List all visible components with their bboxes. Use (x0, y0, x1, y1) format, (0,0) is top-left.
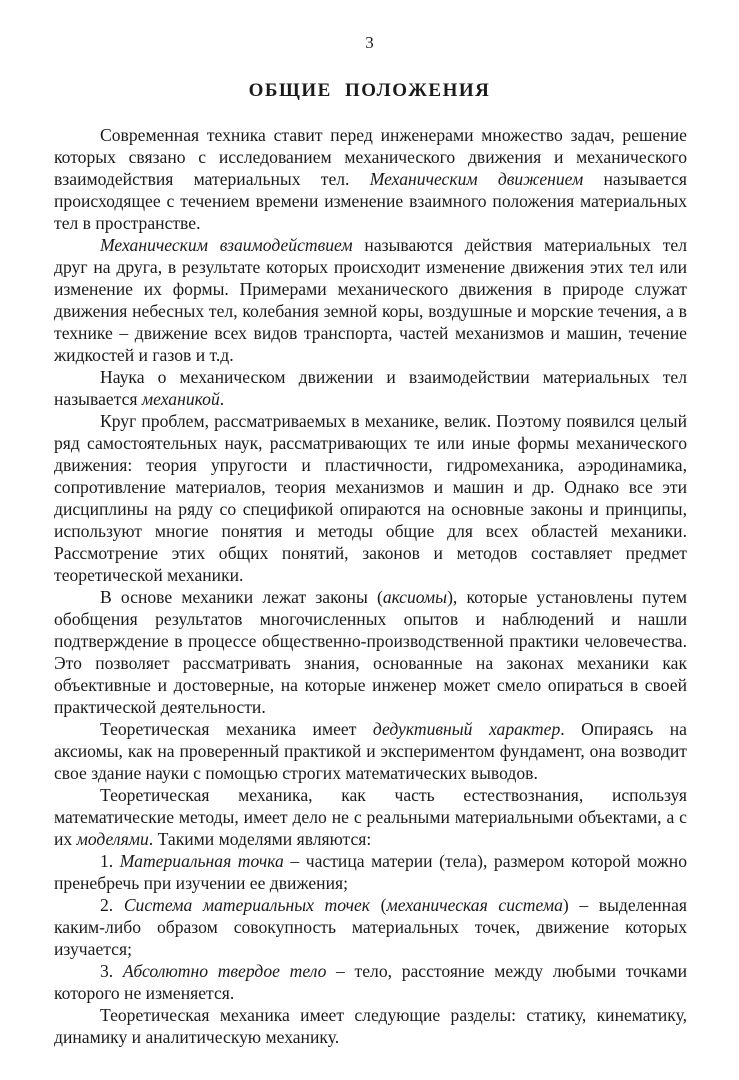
term-system-of-material-points: Система материальных точек (123, 895, 371, 915)
paragraph-2 (54, 234, 687, 366)
paragraph-2-text-b: называются действия материальных тел друг на друга, в результате которых происходит изменение движения этих тел или изменение их формы. Примерами механического движения в природе служат движения небесных тел, колебания земной коры, воздушные и морские течения, а в технике – движение всех видов транспорта, частей механизмов и машин, течение жидкостей и газов и т.д. (54, 235, 687, 365)
list-item-1 (54, 850, 687, 894)
paragraph-sections (54, 1004, 687, 1048)
list-item-2-number: 2. (100, 895, 124, 915)
paragraph-7-text-c: . Такими моделями являются: (148, 829, 372, 849)
list-item-3 (54, 960, 687, 1004)
page-title: ОБЩИЕ ПОЛОЖЕНИЯ (248, 80, 491, 101)
term-axioms: аксиомы (382, 587, 448, 607)
list-item-3-text: – тело, расстояние между любыми точками которого не изменяется. (54, 961, 687, 1003)
list-item-1-number: 1. (100, 851, 120, 871)
paragraph-3-text-c: . (219, 389, 225, 409)
page-number: 3 (365, 33, 374, 52)
paragraph-5 (54, 586, 687, 718)
paragraph-6-text-c: . Опираясь на аксиомы, как на проверенный практикой и экспериментом фундамент, она возводит свое здание науки с помощью строгих математических выводов. (54, 719, 687, 783)
list-item-2-text-b: ( (370, 895, 387, 915)
paragraph-sections-text: Теоретическая механика имеет следующие разделы: статику, кинематику, динамику и аналитическую механику. (54, 1005, 687, 1047)
paragraph-5-text-a: В основе механики лежат законы ( (100, 587, 383, 607)
paragraph-6-text-a: Теоретическая механика имеет (100, 719, 373, 739)
paragraph-7 (54, 784, 687, 850)
term-mechanical-motion: Механическим движением (369, 169, 584, 189)
paragraph-6 (54, 718, 687, 784)
list-item-2 (54, 894, 687, 960)
term-material-point: Материальная точка (119, 851, 284, 871)
term-rigid-body: Абсолютно твердое тело (122, 961, 327, 981)
term-mechanical-system: механическая система (386, 895, 563, 915)
paragraph-3 (54, 366, 687, 410)
paragraph-1-text-a: Современная техника ставит перед инженерами множество задач, решение которых связано с исследованием механического движения и механического взаимодействия материальных тел. (54, 125, 687, 189)
term-mechanical-interaction: Механическим взаимодействием (100, 235, 353, 255)
paragraph-3-text-a: Наука о механическом движении и взаимодействии материальных тел называется (54, 367, 687, 409)
paragraph-1 (54, 124, 687, 234)
list-item-1-text: – частица материи (тела), размером которой можно пренебречь при изучении ее движения; (54, 851, 688, 893)
list-item-2-text-d: ) – выделенная каким-либо образом совокупность материальных точек, движение которых изучается; (54, 895, 688, 959)
body-text (54, 124, 687, 1048)
list-item-3-number: 3. (100, 961, 123, 981)
term-deductive-character: дедуктивный характер (372, 719, 561, 739)
term-mechanics: механикой (141, 389, 220, 409)
paragraph-1-text-c: называется происходящее с течением времени изменение взаимного положения материальных тел в пространстве. (54, 169, 687, 233)
paragraph-4-text-a: Круг проблем, рассматриваемых в механике, велик. Поэтому появился целый ряд самостоятельных наук, рассматривающих те или иные формы механического движения: теория упругости и пластичности, гидромеханика, аэродинамика, сопротивление материалов, теория механизмов и машин и др. Однако все эти дисциплины на ряду со спецификой опираются на основные законы и принципы, используют многие понятия и методы общие для всех областей механики. Рассмотрение этих общих понятий, законов и методов составляет предмет теоретической механики. (54, 411, 687, 585)
term-models: моделями (76, 829, 149, 849)
paragraph-7-text-a: Теоретическая механика, как часть естествознания, используя математические методы, имеет дело не с реальными материальными объектами, а с их (54, 785, 687, 849)
paragraph-4 (54, 410, 687, 586)
paragraph-5-text-c: ), которые установлены путем обобщения результатов многочисленных опытов и наблюдений и нашли подтверждение в процессе общественно-производственной практики человечества. Это позволяет рассматривать знания, основанные на законах механики как объективные и достоверные, на которые инженер может смело опираться в своей практической деятельности. (54, 587, 687, 717)
